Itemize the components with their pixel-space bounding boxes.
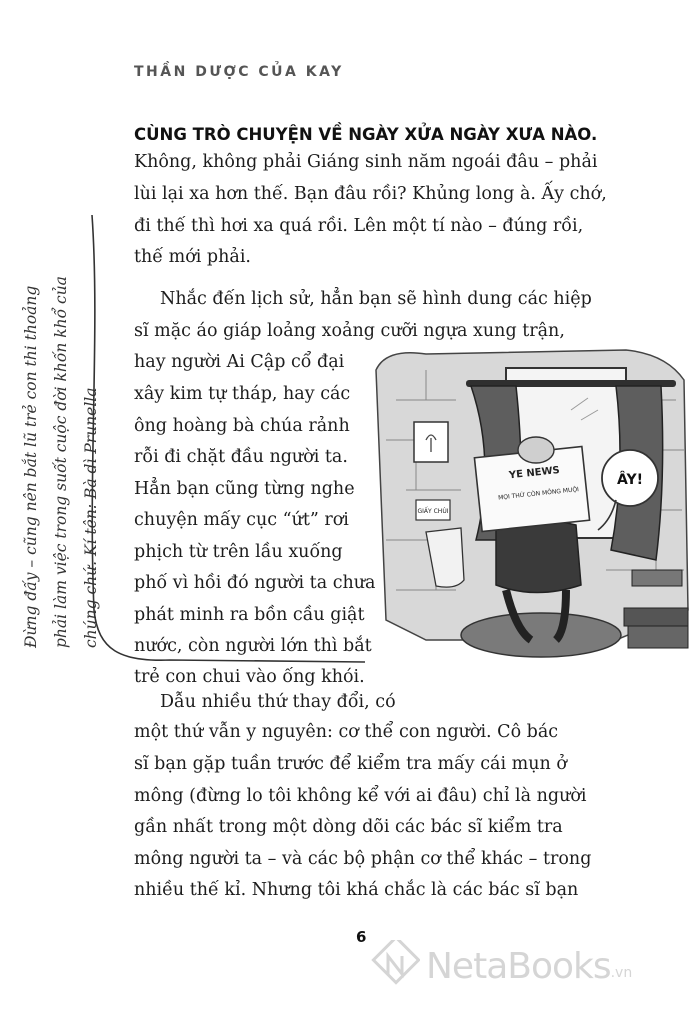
netabooks-logo-icon	[368, 940, 420, 992]
body-line: trẻ con chui vào ống khói.	[134, 667, 365, 687]
body-line: rỗi đi chặt đầu người ta.	[134, 447, 348, 467]
side-note-bracket	[80, 210, 380, 680]
body-line: Dẫu nhiều thứ thay đổi, có	[160, 692, 396, 712]
body-line: Hẳn bạn cũng từng nghe	[134, 479, 355, 499]
newspaper-headline: MỌI THỨ CÒN MÔNG MUỘI	[497, 486, 580, 502]
body-line: đi thế thì hơi xa quá rồi. Lên một tí nào – đúng rồi,	[134, 216, 584, 236]
body-line: phát minh ra bồn cầu giật	[134, 605, 365, 625]
side-note-line: chúng chứ. Kí tên: Bà dì Prunella	[82, 387, 100, 648]
body-line: phịch từ trên lầu xuống	[134, 542, 343, 562]
watermark	[368, 940, 632, 992]
body-line: gần nhất trong một dòng dõi các bác sĩ kiểm tra	[134, 817, 563, 837]
body-line: sĩ mặc áo giáp loảng xoảng cưỡi ngựa xung trận,	[134, 321, 565, 341]
body-line: nhiều thế kỉ. Nhưng tôi khá chắc là các bác sĩ bạn	[134, 880, 579, 900]
body-line: Nhắc đến lịch sử, hẳn bạn sẽ hình dung các hiệp	[160, 289, 592, 309]
body-line: một thứ vẫn y nguyên: cơ thể con người. Cô bác	[134, 722, 559, 742]
body-line: chuyện mấy cục “ứt” rơi	[134, 510, 349, 530]
body-line: mông người ta – và các bộ phận cơ thể khác – trong	[134, 849, 592, 869]
body-line: mông (đừng lo tôi không kể với ai đâu) chỉ là người	[134, 786, 587, 806]
body-line: Không, không phải Giáng sinh năm ngoái đâu – phải	[134, 152, 598, 172]
running-header: THẦN DƯỢC CỦA KAY	[134, 64, 344, 80]
watermark-suffix: .vn	[610, 965, 633, 981]
body-line: hay người Ai Cập cổ đại	[134, 352, 345, 372]
speech-bubble-text: ÂY!	[616, 472, 644, 488]
side-note-line: phải làm việc trong suốt cuộc đời khốn khổ của	[52, 276, 70, 648]
body-line: phố vì hồi đó người ta chưa	[134, 573, 376, 593]
body-line: ông hoàng bà chúa rảnh	[134, 416, 350, 436]
watermark-brand: NetaBooks	[426, 945, 611, 987]
section-heading: CÙNG TRÒ CHUYỆN VỀ NGÀY XỬA NGÀY XƯA NÀO.	[134, 125, 598, 144]
bathroom-illustration	[366, 340, 696, 685]
body-line: thế mới phải.	[134, 247, 251, 267]
newspaper-title: YE NEWS	[508, 465, 561, 482]
body-line: xây kim tự tháp, hay các	[134, 384, 351, 404]
page-number: 6	[356, 928, 367, 946]
paper-sign-text: GIẤY CHÙI	[417, 508, 449, 515]
body-line: nước, còn người lớn thì bắt	[134, 636, 372, 656]
body-line: sĩ bạn gặp tuần trước để kiểm tra mấy cái mụn ở	[134, 754, 567, 774]
side-note-line: Đừng đấy – cũng nên bắt lũ trẻ con thi thoảng	[22, 285, 40, 648]
body-line: lùi lại xa hơn thế. Bạn đâu rồi? Khủng long à. Ấy chớ,	[134, 184, 607, 204]
